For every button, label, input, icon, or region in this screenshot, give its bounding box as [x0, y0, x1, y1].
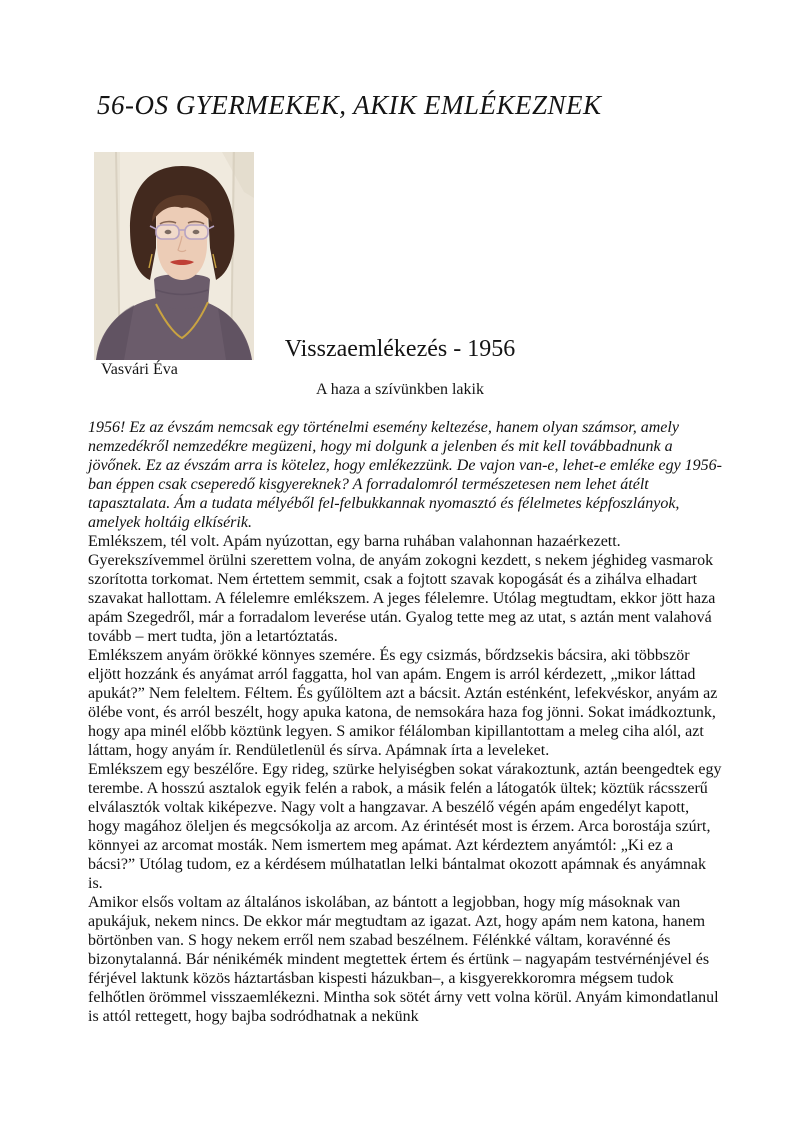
paragraph-mother-memory: Emlékszem anyám örökké könnyes szemére. És egy csizmás, bőrdzsekis bácsira, aki többször eljött hozzánk és anyámat arról faggatta, hol van apám. Engem is arról kérdezett, „mikor láttad apukát?” Nem feleltem. Féltem. És gyűlöltem azt a bácsit. Aztán esténként, lefekvéskor, anyám az ölébe vont, és arról beszélt, hogy apuka katona, de nemsokára haza fog jönni. Sokat imádkoztunk, hogy apa minél előbb köztünk legyen. S amikor félálomban kipillantottam a meleg ciha alól, azt láttam, hogy anyám ír. Rendületlenül és sírva. Apámnak írta a leveleket. — [88, 647, 718, 759]
paragraph-intro: 1956! Ez az évszám nemcsak egy történelmi esemény keltezése, hanem olyan számsor, amely nemzedékről nemzedékre megüzeni, hogy mi dolgunk a jelenben és mit kell továbbadnunk a jövőnek. Ez az évszám arra is kötelez, hogy emlékezzünk. De vajon van-e, lehet-e emléke egy 1956-ban éppen csak cseperedő kisgyereknek? A forradalomról természetesen nem lehet átélt tapasztalata. Ám a tudata mélyéből fel-felbukkannak nyomasztó és félelmetes képfoszlányok, amelyek holtáig elkísérik. — [88, 419, 722, 531]
memoir-subheading: A haza a szívünkben lakik — [316, 381, 484, 398]
portrait-illustration — [94, 152, 254, 360]
document-title: 56-OS GYERMEKEK, AKIK EMLÉKEZNEK — [97, 90, 602, 120]
paragraph-prison-visit: Emlékszem egy beszélőre. Egy rideg, szürke helyiségben sokat várakoztunk, aztán beengedtek egy terembe. A hosszú asztalok egyik felén a rabok, a másik felén a látogatók ültek; köztük rácsszerű elválasztók voltak kiképezve. Nagy volt a hangzavar. A beszélő végén apám engedélyt kapott, hogy magához öleljen és megcsókolja az arcom. Az érintését most is érzem. Arca borostája szúrt, könnyei az arcomat mosták. Nem ismertem meg apámat. Azt kérdeztem anyámtól: „Ki ez a bácsi?” Utólag tudom, ez a kérdésem múlhatatlan lelki bántalmat okozott apámnak és anyámnak is. — [88, 761, 722, 892]
photo-caption: Vasvári Éva — [101, 361, 178, 378]
article-body — [88, 418, 724, 1026]
paragraph-school-years: Amikor elsős voltam az általános iskolában, az bántott a legjobban, hogy míg másoknak van apukájuk, nekem nincs. De ekkor már megtudtam az igazat. Azt, hogy apám nem katona, hanem börtönben van. S hogy nekem erről nem szabad beszélnem. Félénkké váltam, koravénné és bizonytalanná. Bár nénikémék mindent megtettek értem és értünk – nagyapám testvérnénjével és férjével laktunk közös háztartásban kispesti házukban–, a kisgyerekkoromra mégsem tudok felhőtlen örömmel visszaemlékezni. Mintha sok sötét árny vett volna körül. Anyám kimondatlanul is attól rettegett, hogy bajba sodródhatnak a nekünk — [88, 894, 719, 1025]
portrait-photo — [94, 152, 254, 360]
memoir-heading: Visszaemlékezés - 1956 — [284, 336, 516, 362]
paragraph-winter-memory: Emlékszem, tél volt. Apám nyúzottan, egy barna ruhában valahonnan hazaérkezett. Gyerekszívemmel örülni szerettem volna, de anyám zokogni kezdett, s nekem jéghideg vasmarok szorította torkomat. Nem értettem semmit, csak a fojtott szavak kopogását és a zihálva elhadart szavakat hallottam. A félelemre emlékszem. A jeges félelemre. Utólag megtudtam, ekkor jött haza apám Szegedről, már a forradalom leverése után. Gyalog tette meg az utat, s aztán ment valahová tovább – mert tudta, jön a letartóztatás. — [88, 533, 716, 645]
